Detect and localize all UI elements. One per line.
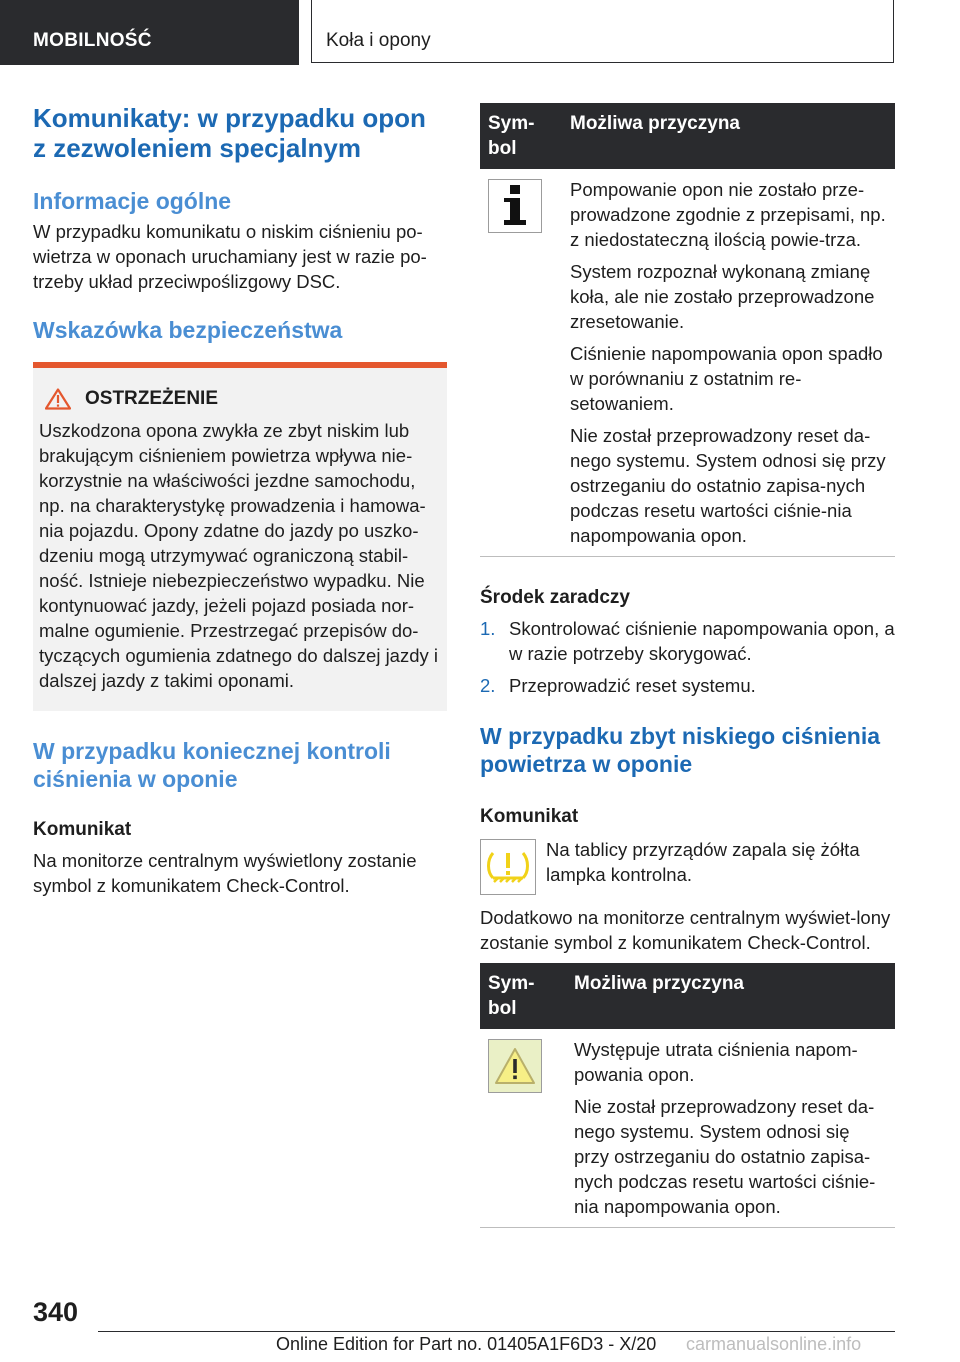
right-column [480, 103, 895, 1228]
info-icon [500, 185, 530, 227]
cause-item: Pompowanie opon nie zostało prze-prowadzone zgodnie z przepisami, np. z niedostateczną ilością powie-trza. [570, 179, 886, 250]
symbol-table-2 [480, 963, 895, 1228]
list-item [480, 673, 895, 698]
lamp-text: Na tablicy przyrządów zapala się żółta lampka kontrolna. [546, 839, 860, 885]
page-number: 340 [33, 1297, 79, 1327]
step-number: 2. [480, 675, 496, 696]
col-cause-header: Możliwa przyczyna [566, 963, 895, 1029]
warning-triangle-icon [493, 1046, 537, 1086]
symbol-cell [480, 1029, 566, 1228]
remedy-steps [480, 616, 895, 698]
check-heading: W przypadku koniecznej kontroli ciśnienia w oponie [33, 738, 391, 792]
col-symbol-header: Sym-bol [480, 963, 566, 1029]
symbol-frame [488, 179, 542, 233]
message-label: Komunikat [480, 806, 579, 827]
cause-cell [566, 1029, 895, 1228]
lamp-row [480, 837, 895, 895]
cause-item: System rozpoznał wykonaną zmianę koła, ale nie zostało przeprowadzone zresetowanie. [570, 261, 875, 332]
remedy-label: Środek zaradczy [480, 587, 630, 608]
symbol-table-1 [480, 103, 895, 557]
cause-item: Ciśnienie napompowania opon spadło w porównaniu z ostatnim re-setowaniem. [570, 343, 883, 414]
list-item [480, 616, 895, 666]
cause-cell [562, 169, 895, 557]
step-number: 1. [480, 618, 496, 639]
safety-heading: Wskazówka bezpieczeństwa [33, 317, 343, 343]
footer-rule [98, 1331, 895, 1332]
cause-item: Występuje utrata ciśnienia napom-powania opon. [574, 1039, 858, 1085]
lamp-frame [480, 839, 536, 895]
symbol-cell [480, 169, 562, 557]
col-cause-header: Możliwa przyczyna [562, 103, 895, 169]
warning-box [33, 362, 447, 711]
step-text: Przeprowadzić reset systemu. [509, 675, 756, 696]
left-column [33, 103, 447, 898]
warning-header [39, 388, 439, 410]
tire-pressure-warning-icon [484, 847, 532, 887]
page-title: Komunikaty: w przypadku opon z zezwoleniem specjalnym [33, 103, 426, 163]
col-symbol-header: Sym-bol [480, 103, 562, 169]
step-text: Skontrolować ciśnienie napompowania opon, a w razie potrzeby skorygować. [509, 618, 895, 664]
general-heading: Informacje ogólne [33, 188, 232, 214]
additional-text: Dodatkowo na monitorze centralnym wyświet-lony zostanie symbol z komunikatem Check-Control. [480, 907, 891, 953]
symbol-frame [488, 1039, 542, 1093]
footer-edition: Online Edition for Part no. 01405A1F6D3 - X/20 [276, 1334, 657, 1354]
warning-text: Uszkodzona opona zwykła ze zbyt niskim lub brakującym ciśnieniem powietrza wpływa nie-korzystnie na właściwości jezdne samochodu, np. na charakterystykę prowadzenia i hamowa-nia pojazdu. Opony zdatne do jazdy po uszko-dzeniu mogą utrzymywać ograniczoną stabil-ność. Istnieje niebezpieczeństwo wypadku. Nie kontynuować jazdy, jeżeli pojazd posiada nor-malne ogumienie. Przestrzegać przepisów do-tyczących ogumienia zdatnego do dalszej jazdy i dalszej jazdy z takimi oponami. [39, 420, 439, 691]
section-title: MOBILNOŚĆ [33, 30, 152, 51]
chapter-tab [311, 0, 894, 63]
message-text: Na monitorze centralnym wyświetlony zostanie symbol z komunikatem Check-Control. [33, 850, 417, 896]
watermark: carmanualsonline.info [686, 1334, 862, 1354]
section-tab [0, 0, 299, 65]
chapter-title: Koła i opony [326, 30, 431, 51]
cause-item: Nie został przeprowadzony reset da-nego systemu. System odnosi się przy ostrzeganiu do ostatnio zapisa-nych podczas resetu wartości ciśnie-nia napompowania opon. [570, 425, 886, 546]
general-text: W przypadku komunikatu o niskim ciśnieniu po-wietrza w oponach uruchamiany jest w razie po-trzeby układ przeciwpoślizgowy DSC. [33, 221, 427, 292]
warning-triangle-icon [45, 388, 71, 410]
warning-title: OSTRZEŻENIE [85, 388, 219, 409]
message-label: Komunikat [33, 819, 132, 840]
cause-item: Nie został przeprowadzony reset da-nego systemu. System odnosi się przy ostrzeganiu do ostatnio zapisa-nych podczas resetu wartości ciśnie-nia napompowania opon. [574, 1096, 876, 1217]
low-pressure-heading: W przypadku zbyt niskiego ciśnienia powietrza w oponie [480, 723, 881, 777]
